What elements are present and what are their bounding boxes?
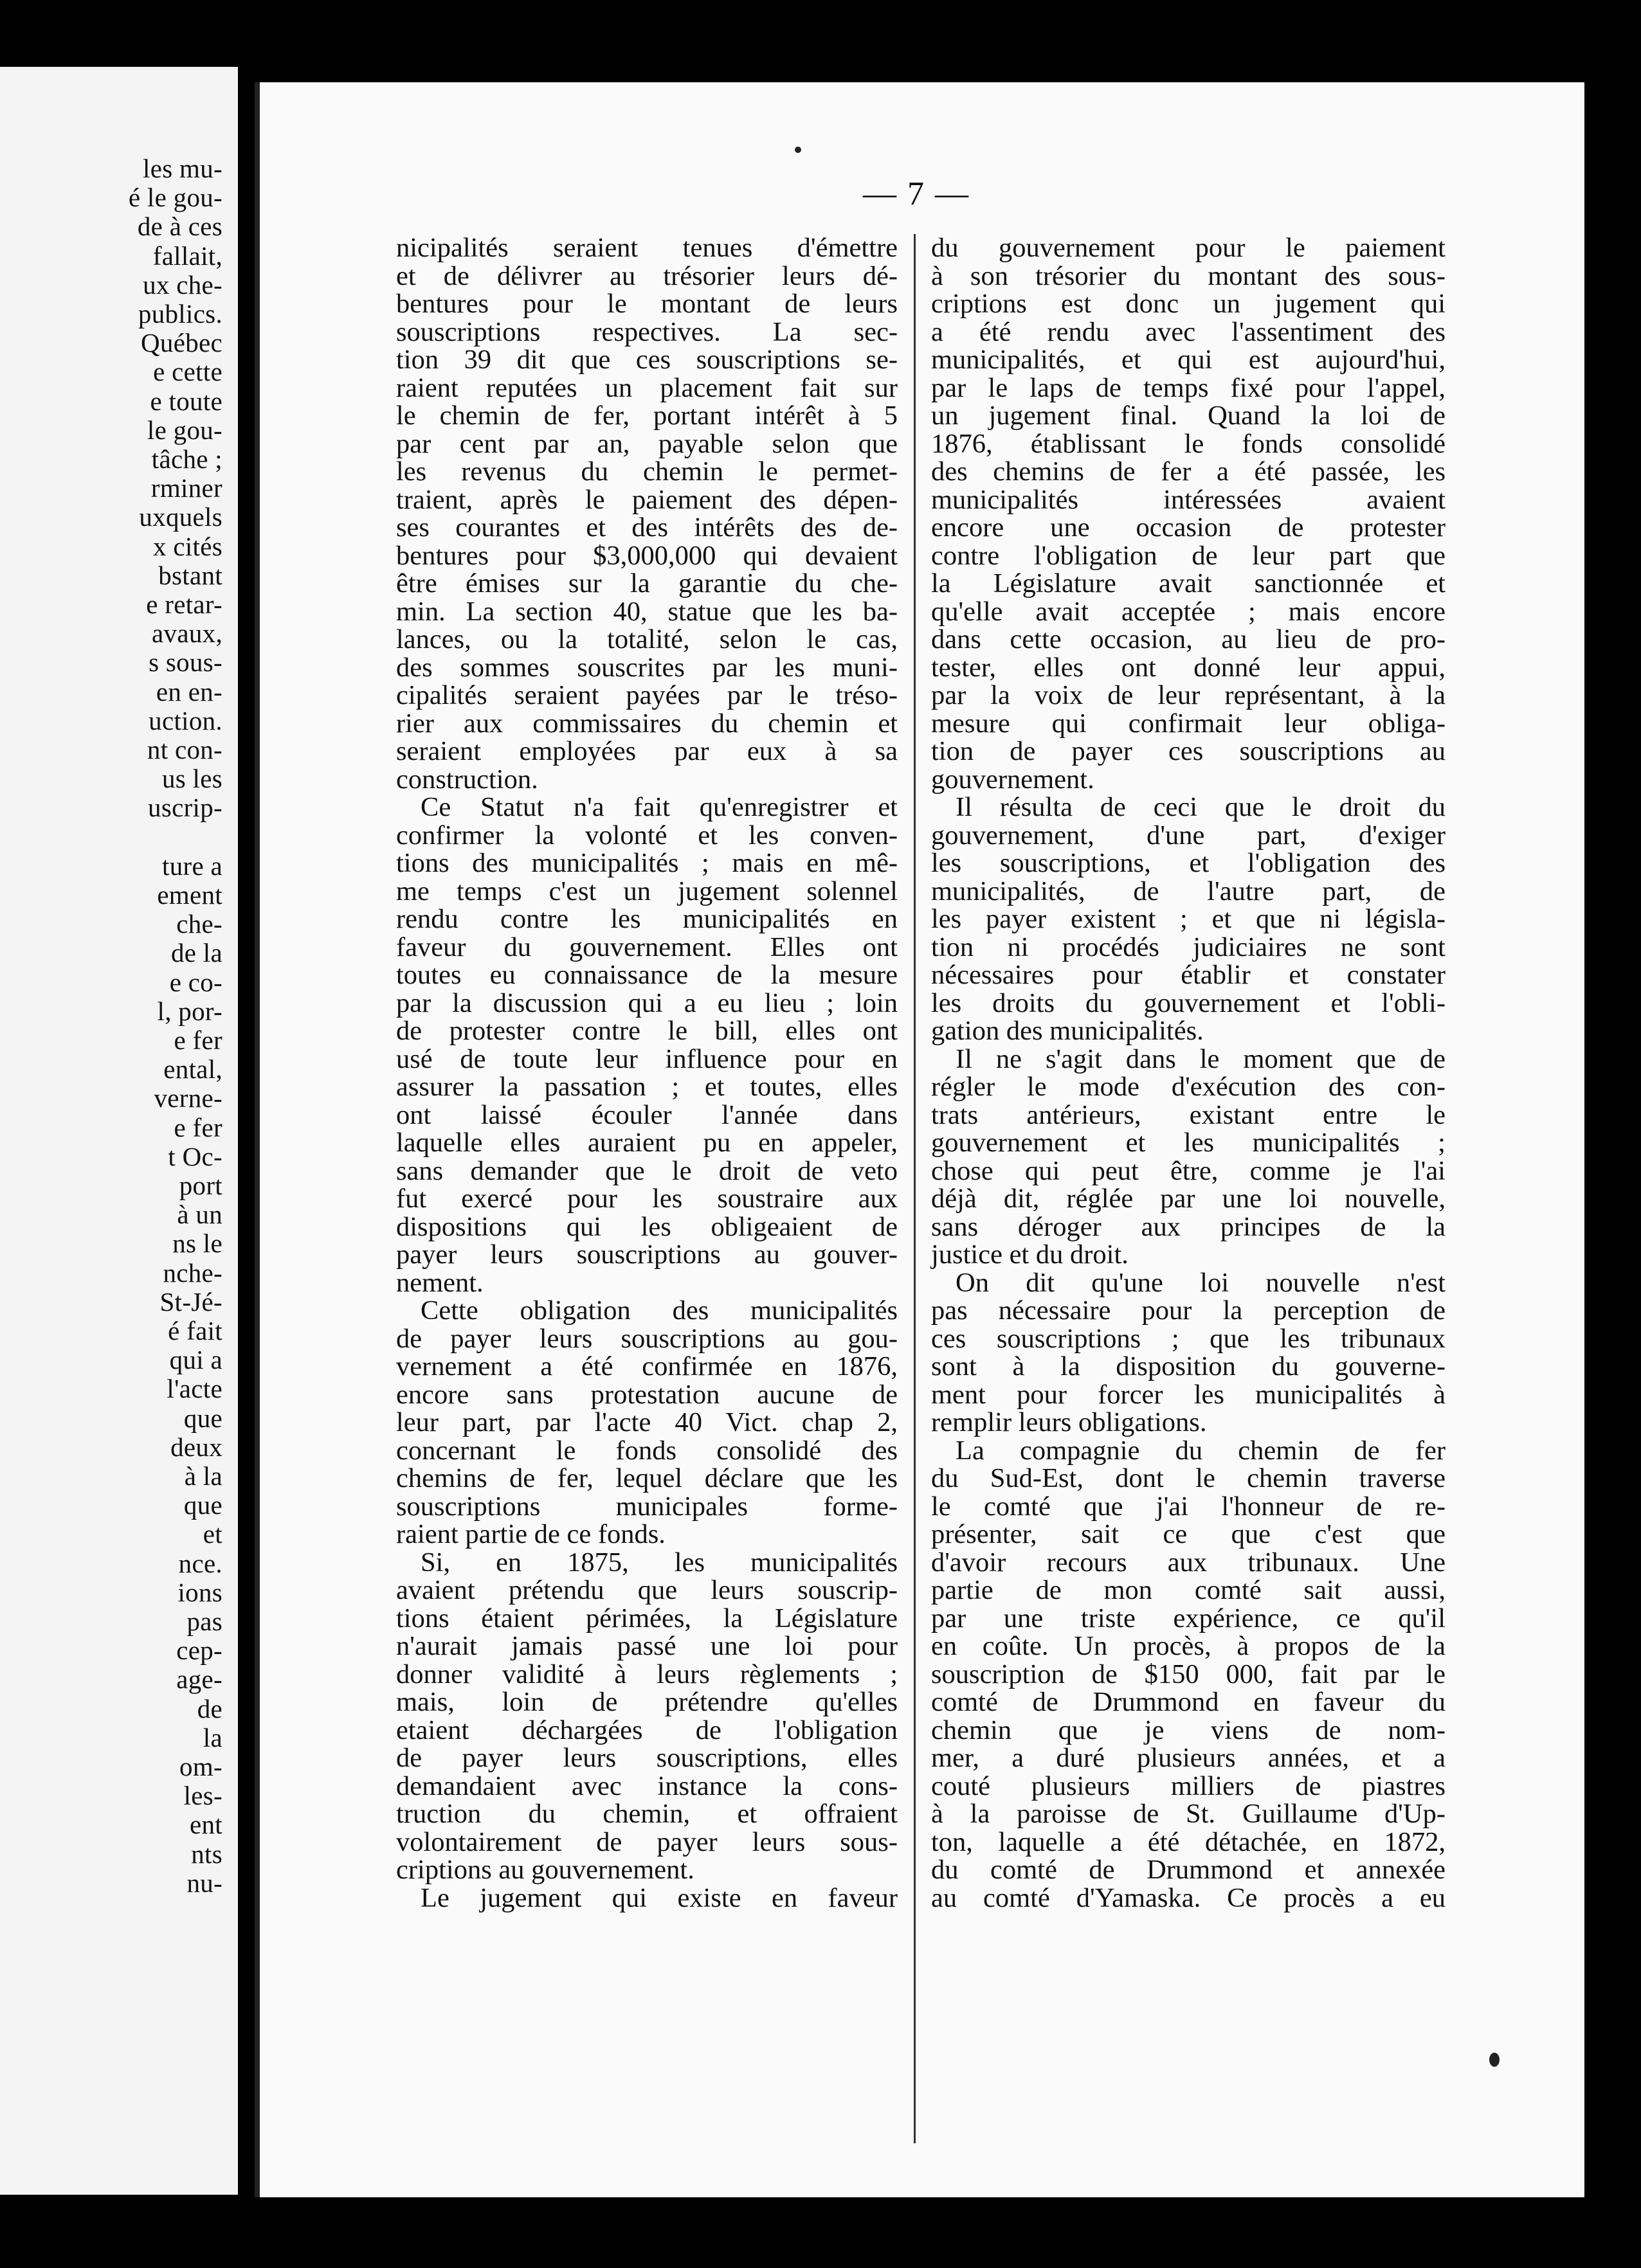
facing-page-text-fragment: le gou-	[147, 415, 222, 445]
text-line: Cette obligation des municipalités	[421, 1295, 898, 1326]
facing-page-text-fragment: e fer	[174, 1025, 222, 1055]
text-line: tion ni procédés judiciaires ne sont	[931, 932, 1446, 962]
text-line: volontairement de payer leurs sous-	[396, 1826, 898, 1857]
facing-page-text-fragment: Québec	[140, 328, 222, 358]
text-line: nicipalités seraient tenues d'émettre	[396, 233, 898, 263]
facing-page-text-fragment: que	[183, 1490, 222, 1520]
facing-page-text-fragment: de à ces	[137, 212, 222, 242]
facing-page-text-fragment: che-	[176, 909, 222, 939]
text-line: chose qui peut être, comme je l'ai	[931, 1155, 1446, 1186]
text-line: Le jugement qui existe en faveur	[421, 1882, 898, 1913]
text-line: assurer la passation ; et toutes, elles	[396, 1072, 898, 1102]
text-line: de payer leurs souscriptions au gou-	[396, 1323, 898, 1354]
text-line: les revenus du chemin le permet-	[396, 456, 898, 487]
text-line: par une triste expérience, ce qu'il	[931, 1603, 1446, 1634]
facing-page-text-fragment: de la	[170, 938, 222, 968]
text-line: avaient prétendu que leurs souscrip-	[396, 1575, 898, 1605]
text-line: dispositions qui les obligeaient de	[396, 1211, 898, 1242]
text-line: toutes eu connaissance de la mesure	[396, 960, 898, 990]
text-line: du comté de Drummond et annexée	[931, 1855, 1446, 1885]
facing-page-text-fragment: de	[197, 1693, 222, 1724]
text-line: La compagnie du chemin de fer	[956, 1435, 1446, 1466]
text-line: criptions au gouvernement.	[396, 1855, 694, 1885]
text-line: dans cette occasion, au lieu de pro-	[931, 624, 1446, 654]
text-line: partie de mon comté sait aussi,	[931, 1575, 1446, 1605]
facing-page-text-fragment: nu-	[186, 1868, 222, 1898]
facing-page-text-fragment: publics.	[138, 299, 222, 328]
facing-page-text-fragment: e toute	[150, 386, 222, 416]
text-line: ment pour forcer les municipalités à	[931, 1379, 1446, 1410]
text-line: 1876, établissant le fonds consolidé	[931, 428, 1446, 459]
facing-page-text-fragment: age-	[176, 1664, 222, 1695]
facing-page-text-fragment: St-Jé-	[159, 1286, 222, 1317]
facing-page-text-fragment: nt con-	[147, 735, 222, 764]
text-line: remplir leurs obligations.	[931, 1407, 1207, 1437]
text-line: mer, a duré plusieurs années, et a	[931, 1743, 1446, 1773]
text-line: rendu contre les municipalités en	[396, 904, 898, 934]
text-line: encore une occasion de protester	[931, 512, 1446, 543]
text-line: justice et du droit.	[931, 1239, 1129, 1270]
text-line: Il ne s'agit dans le moment que de	[956, 1043, 1446, 1074]
text-line: gation des municipalités.	[931, 1016, 1204, 1046]
text-line: le chemin de fer, portant intérêt à 5	[396, 401, 898, 431]
facing-page-text-fragment: rminer	[150, 473, 222, 503]
facing-page-text-fragment: en en-	[156, 676, 222, 706]
text-line: faveur du gouvernement. Elles ont	[396, 932, 898, 962]
facing-page-text-fragment: avaux,	[152, 618, 222, 649]
text-line: min. La section 40, statue que les ba-	[396, 596, 898, 627]
ink-speck	[795, 147, 801, 153]
text-line: me temps c'est un jugement solennel	[396, 876, 898, 906]
text-line: tion 39 dit que ces souscriptions se-	[396, 345, 898, 375]
text-line: nement.	[396, 1267, 484, 1298]
text-line: souscription de $150 000, fait par le	[931, 1659, 1446, 1689]
text-line: confirmer la volonté et les conven-	[396, 820, 898, 851]
text-line: les payer existent ; et que ni législa-	[931, 904, 1446, 934]
text-line: régler le mode d'exécution des con-	[931, 1072, 1446, 1102]
column-rule	[914, 234, 916, 2143]
text-line: de payer leurs souscriptions, elles	[396, 1743, 898, 1773]
text-line: raient reputées un placement fait sur	[396, 372, 898, 403]
text-line: fut exercé pour les soustraire aux	[396, 1184, 898, 1214]
text-line: usé de toute leur influence pour en	[396, 1043, 898, 1074]
text-line: traient, après le paiement des dépen-	[396, 484, 898, 515]
text-line: présenter, sait ce que c'est que	[931, 1519, 1446, 1549]
text-line: le comté que j'ai l'honneur de re-	[931, 1491, 1446, 1522]
facing-page-text-fragment: ns le	[172, 1228, 222, 1259]
text-line: sans déroger aux principes de la	[931, 1211, 1446, 1242]
page	[255, 82, 1584, 2197]
facing-page-text-fragment: qui a	[169, 1345, 222, 1375]
text-line: laquelle elles auraient pu en appeler,	[396, 1128, 898, 1158]
text-line: tion de payer ces souscriptions au	[931, 736, 1446, 766]
facing-page-text-fragment: que	[183, 1403, 222, 1433]
text-line: du gouvernement pour le paiement	[931, 233, 1446, 263]
facing-page-text-fragment: é le gou-	[128, 183, 222, 213]
text-line: mesure qui confirmait leur obliga-	[931, 708, 1446, 739]
facing-page-text-fragment: nce.	[178, 1548, 222, 1578]
text-line: couté plusieurs milliers de piastres	[931, 1770, 1446, 1801]
facing-page-text-fragment: deux	[170, 1432, 222, 1462]
text-line: a été rendu avec l'assentiment des	[931, 316, 1446, 347]
text-line: rier aux commissaires du chemin et	[396, 708, 898, 739]
text-line: truction du chemin, et offraient	[396, 1799, 898, 1829]
text-line: gouvernement, d'une part, d'exiger	[931, 820, 1446, 851]
text-line: payer leurs souscriptions au gouver-	[396, 1239, 898, 1270]
facing-page-text-fragment: ement	[157, 880, 222, 910]
text-line: nécessaires pour établir et constater	[931, 960, 1446, 990]
text-line: gouvernement.	[931, 764, 1094, 795]
text-line: les droits du gouvernement et l'obli-	[931, 987, 1446, 1018]
text-line: trats antérieurs, existant entre le	[931, 1099, 1446, 1130]
facing-page-text-fragment: verne-	[154, 1083, 222, 1113]
facing-page-text-fragment: pas	[186, 1607, 222, 1636]
text-line: lances, ou la totalité, selon le cas,	[396, 624, 898, 654]
text-line: tions des municipalités ; mais en mê-	[396, 848, 898, 878]
text-line: ces souscriptions ; que les tribunaux	[931, 1323, 1446, 1354]
text-line: municipalités, et qui est aujourd'hui,	[931, 345, 1446, 375]
facing-page-text-fragment: t Oc-	[168, 1141, 222, 1171]
facing-page-fragment	[0, 67, 238, 2195]
text-line: municipalités intéressées avaient	[931, 484, 1446, 515]
text-line: chemin que je viens de nom-	[931, 1715, 1446, 1745]
facing-page-text-fragment: port	[179, 1171, 222, 1200]
text-line: du Sud-Est, dont le chemin traverse	[931, 1463, 1446, 1493]
text-line: en coûte. Un procès, à propos de la	[931, 1631, 1446, 1661]
text-line: par cent par an, payable selon que	[396, 428, 898, 459]
text-line: les souscriptions, et l'obligation des	[931, 848, 1446, 878]
text-line: qu'elle avait acceptée ; mais encore	[931, 596, 1446, 627]
text-line: donner validité à leurs règlements ;	[396, 1659, 898, 1689]
text-line: souscriptions municipales forme-	[396, 1491, 898, 1522]
facing-page-text-fragment: l, por-	[157, 996, 222, 1026]
facing-page-text-fragment: om-	[179, 1752, 222, 1781]
text-line: sont à la disposition du gouverne-	[931, 1351, 1446, 1382]
text-line: de protester contre le bill, elles ont	[396, 1016, 898, 1046]
facing-page-text-fragment: us les	[161, 764, 222, 794]
facing-page-text-fragment: à un	[177, 1200, 222, 1230]
facing-page-text-fragment: fallait,	[152, 240, 222, 271]
text-line: pas nécessaire pour la perception de	[931, 1295, 1446, 1326]
text-line: tions étaient périmées, la Législature	[396, 1603, 898, 1634]
text-column-left	[396, 234, 898, 1912]
text-line: être émises sur la garantie du che-	[396, 568, 898, 598]
text-line: construction.	[396, 764, 538, 795]
text-line: des sommes souscrites par les muni-	[396, 652, 898, 683]
facing-page-text-fragment: x cités	[153, 531, 222, 561]
text-line: gouvernement et les municipalités ;	[931, 1128, 1446, 1158]
text-line: comté de Drummond en faveur du	[931, 1687, 1446, 1717]
facing-page-text-fragment: e cette	[153, 357, 222, 387]
facing-page-text-fragment: ture a	[162, 851, 222, 881]
text-line: Si, en 1875, les municipalités	[421, 1547, 898, 1578]
facing-page-text-fragment: nche-	[163, 1257, 222, 1288]
facing-page-text-fragment: ental,	[163, 1054, 222, 1084]
text-line: ton, laquelle a été détachée, en 1872,	[931, 1826, 1446, 1857]
text-line: tester, elles ont donné leur appui,	[931, 652, 1446, 683]
text-line: à son trésorier du montant des sous-	[931, 260, 1446, 291]
text-line: un jugement final. Quand la loi de	[931, 401, 1446, 431]
text-line: ont laissé écouler l'année dans	[396, 1099, 898, 1130]
facing-page-text-fragment: les-	[183, 1781, 222, 1811]
facing-page-text-fragment: uxquels	[139, 502, 222, 532]
facing-page-text-fragment: ent	[190, 1810, 222, 1840]
text-line: Il résulta de ceci que le droit du	[956, 792, 1446, 822]
text-line: ses courantes et des intérêts des de-	[396, 512, 898, 543]
facing-page-text-fragment: nts	[191, 1839, 222, 1869]
text-line: des chemins de fer a été passée, les	[931, 456, 1446, 487]
facing-page-text-fragment: l'acte	[167, 1374, 222, 1404]
text-line: la Législature avait sanctionnée et	[931, 568, 1446, 598]
text-line: cipalités seraient payées par le tréso-	[396, 680, 898, 710]
text-line: criptions est donc un jugement qui	[931, 289, 1446, 319]
facing-page-text-fragment: s sous-	[149, 647, 222, 678]
facing-page-text-fragment: e co-	[169, 967, 222, 997]
text-line: On dit qu'une loi nouvelle n'est	[956, 1267, 1446, 1298]
text-line: etaient déchargées de l'obligation	[396, 1715, 898, 1745]
text-line: souscriptions respectives. La sec-	[396, 316, 898, 347]
text-line: mais, loin de prétendre qu'elles	[396, 1687, 898, 1717]
text-column-right	[931, 234, 1446, 1912]
facing-page-text-fragment: bstant	[158, 560, 222, 590]
text-line: par la voix de leur représentant, à la	[931, 680, 1446, 710]
facing-page-text-fragment: ux che-	[143, 269, 222, 300]
facing-page-text-fragment: cep-	[176, 1635, 222, 1666]
text-line: vernement a été confirmée en 1876,	[396, 1351, 898, 1382]
text-line: et de délivrer au trésorier leurs dé-	[396, 260, 898, 291]
facing-page-text-fragment: é fait	[168, 1316, 222, 1346]
text-line: raient partie de ce fonds.	[396, 1519, 666, 1549]
text-line: d'avoir recours aux tribunaux. Une	[931, 1547, 1446, 1578]
text-line: encore sans protestation aucune de	[396, 1379, 898, 1410]
text-line: municipalités, de l'autre part, de	[931, 876, 1446, 906]
facing-page-text-fragment: uscrip-	[148, 793, 222, 823]
page-number: — 7 —	[863, 176, 970, 212]
facing-page-text-fragment: les mu-	[143, 154, 222, 183]
text-line: Ce Statut n'a fait qu'enregistrer et	[421, 792, 898, 822]
text-line: bentures pour $3,000,000 qui devaient	[396, 540, 898, 571]
facing-page-text-fragment: à la	[184, 1461, 222, 1491]
facing-page-text-fragment: e fer	[174, 1112, 222, 1142]
text-line: par la discussion qui a eu lieu ; loin	[396, 987, 898, 1018]
text-line: à la paroisse de St. Guillaume d'Up-	[931, 1799, 1446, 1829]
facing-page-text-fragment: et	[203, 1519, 222, 1549]
text-line: au comté d'Yamaska. Ce procès a eu	[931, 1882, 1446, 1913]
ink-speck	[1489, 2053, 1500, 2067]
text-line: déjà dit, réglée par une loi nouvelle,	[931, 1184, 1446, 1214]
text-line: sans demander que le droit de veto	[396, 1155, 898, 1186]
text-line: leur part, par l'acte 40 Vict. chap 2,	[396, 1407, 898, 1437]
facing-page-text-fragment: la	[203, 1722, 222, 1752]
text-line: contre l'obligation de leur part que	[931, 540, 1446, 571]
facing-page-text-fragment: tâche ;	[151, 444, 222, 474]
text-line: n'aurait jamais passé une loi pour	[396, 1631, 898, 1661]
facing-page-text-fragment: ions	[177, 1577, 222, 1607]
facing-page-text-fragment: e retar-	[146, 590, 222, 619]
text-line: concernant le fonds consolidé des	[396, 1435, 898, 1466]
text-line: par le laps de temps fixé pour l'appel,	[931, 372, 1446, 403]
text-line: chemins de fer, lequel déclare que les	[396, 1463, 898, 1493]
text-line: bentures pour le montant de leurs	[396, 289, 898, 319]
text-line: seraient employées par eux à sa	[396, 736, 898, 766]
facing-page-text-fragment: uction.	[149, 705, 222, 735]
text-line: demandaient avec instance la cons-	[396, 1770, 898, 1801]
